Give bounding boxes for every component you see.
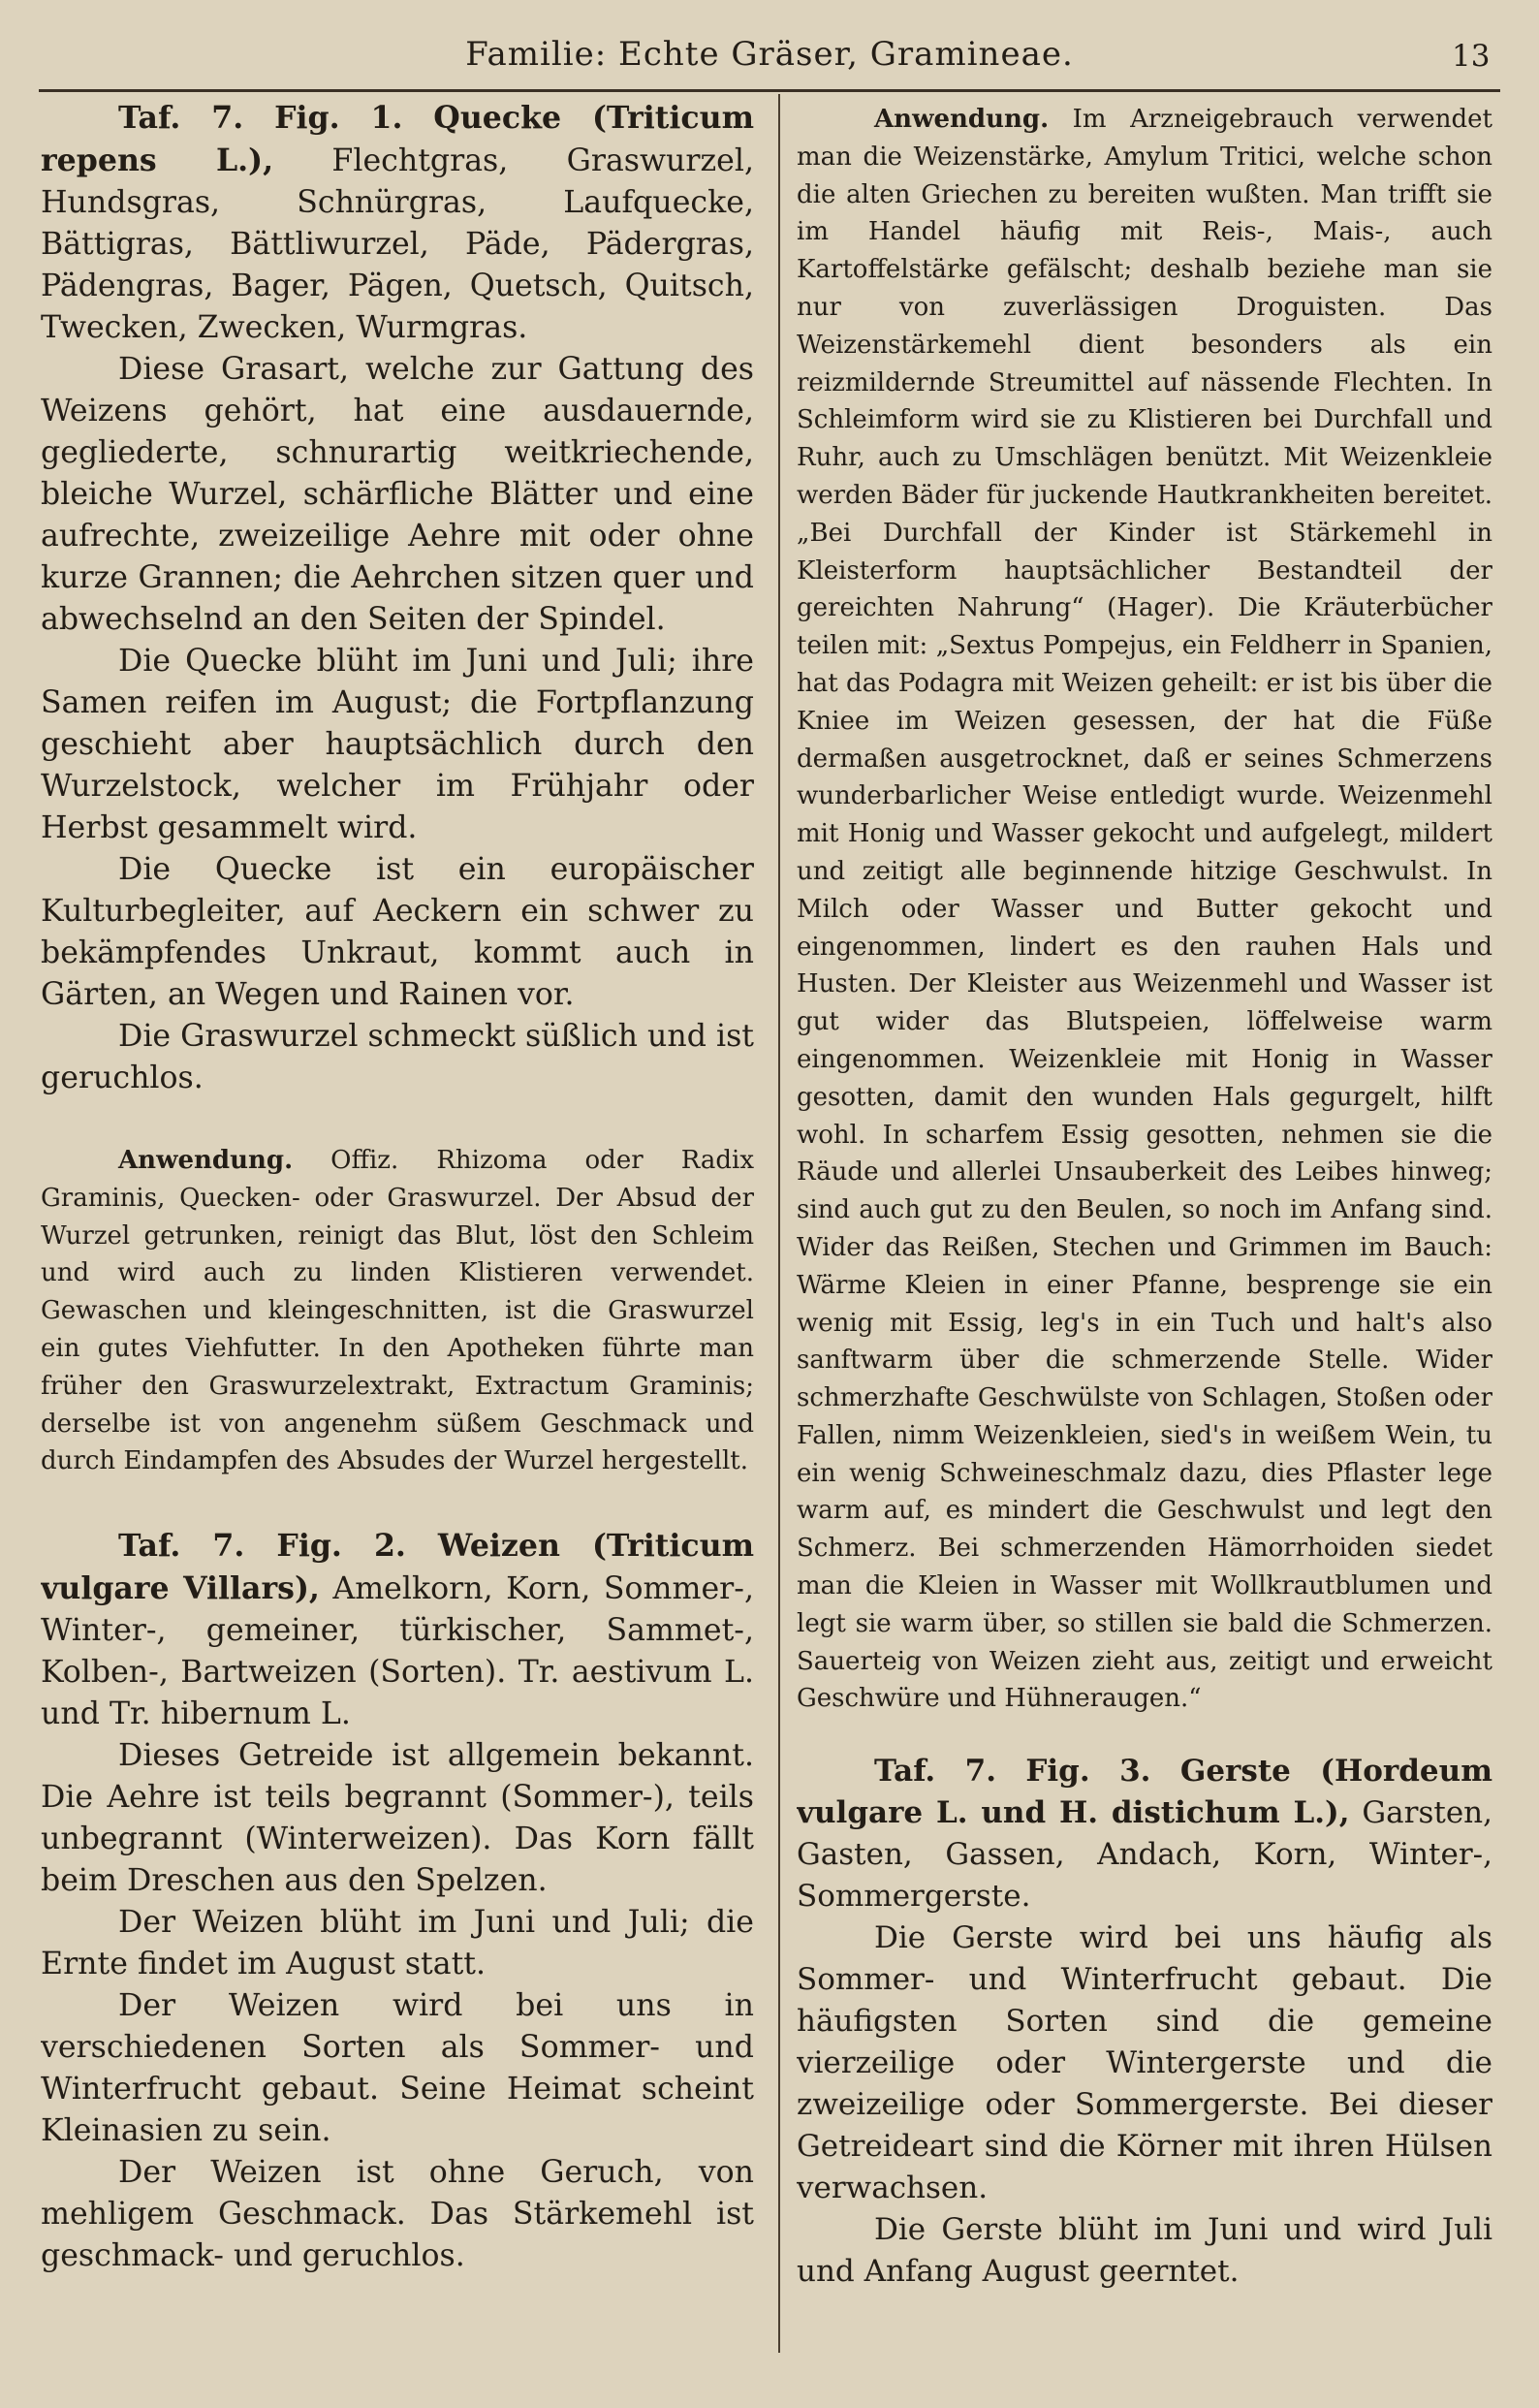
page-number: 13 <box>1452 39 1491 74</box>
fig3-common-names: Garsten, Gasten, Gassen, Andach, Korn, Winter-, Sommergerste. <box>797 1795 1492 1915</box>
fig1-paragraph-4: Die Graswurzel schmeckt süßlich und ist geruchlos. <box>41 1019 754 1095</box>
fig1-common-names: Flechtgras, Graswurzel, Hundsgras, Schnürgras, Laufquecke, Bättigras, Bättliwurzel, Päde, Pädergras, Pädengras, Bager, Pägen, Quetsch, Quitsch, Twecken, Zwecken, Wurmgras. <box>41 143 754 345</box>
fig3-paragraph-1: Die Gerste wird bei uns häufig als Sommer- und Winterfrucht gebaut. Die häufigsten Sorten sind die gemeine vierzeilige oder Wintergerste und die zweizeilige oder Sommergerste. Bei dieser Getreideart sind die Körner mit ihren Hülsen verwachsen. <box>797 1920 1492 2206</box>
column-divider <box>778 94 780 2353</box>
right-column <box>797 101 1492 2293</box>
fig2-paragraph-4: Der Weizen ist ohne Geruch, von mehligem Geschmack. Das Stärkemehl ist geschmack- und geruchlos. <box>41 2155 754 2274</box>
fig2-heading: Taf. 7. Fig. 2. Weizen (Triticum vulgare Villars), <box>41 1528 754 1607</box>
fig1-description <box>41 97 754 1099</box>
fig3-description <box>797 1751 1492 2293</box>
fig1-heading-paragraph <box>41 97 754 349</box>
fig2-paragraph-3: Der Weizen wird bei uns in verschiedenen Sorten als Sommer- und Winterfrucht gebaut. Seine Heimat scheint Kleinasien zu sein. <box>41 1988 754 2149</box>
fig3-heading: Taf. 7. Fig. 3. Gerste (Hordeum vulgare L. und H. distichum L.), <box>797 1754 1492 1831</box>
page-header-title: Familie: Echte Gräser, Gramineae. <box>465 35 1074 74</box>
header-rule <box>39 89 1500 92</box>
fig1-paragraph-1: Diese Grasart, welche zur Gattung des Weizens gehört, hat eine ausdauernde, gegliederte, schnurartig weitkriechende, bleiche Wurzel, schärfliche Blätter und eine aufrechte, zweizeilige Aehre mit oder ohne kurze Grannen; die Aehrchen sitzen quer und abwechselnd an den Seiten der Spindel. <box>41 352 754 637</box>
fig2-usage-text: Im Arzneigebrauch verwendet man die Weizenstärke, Amylum Tritici, welche schon die alten Griechen zu bereiten wußten. Man trifft sie im Handel häufig mit Reis-, Mais-, auch Kartoffelstärke gefälscht; deshalb beziehe man sie nur von zuverlässigen Droguisten. Das Weizenstärkemehl dient besonders als ein reizmildernde Streumittel auf nässende Flechten. In Schleimform wird sie zu Klistieren bei Durchfall und Ruhr, auch zu Umschlägen benützt. Mit Weizenkleie werden Bäder für juckende Hautkrankheiten bereitet. „Bei Durchfall der Kinder ist Stärkemehl in Kleisterform hauptsächlicher Bestandteil der gereichten Nahrung“ (Hager). Die Kräuterbücher teilen mit: „Sextus Pompejus, ein Feldherr in Spanien, hat das Podagra mit Weizen geheilt: er ist bis über die Kniee im Weizen gesessen, der hat die Füße dermaßen ausgetrocknet, daß er seines Schmerzens wunderbarlicher Weise entledigt wurde. Weizenmehl mit Honig und Wasser gekocht und aufgelegt, mildert und zeitigt alle beginnende hitzige Geschwulst. In Milch oder Wasser und Butter gekocht und eingenommen, lindert es den rauhen Hals und Husten. Der Kleister aus Weizenmehl und Wasser ist gut wider das Blutspeien, löffelweise warm eingenommen. Weizenkleie mit Honig in Wasser gesotten, damit den wunden Hals gegurgelt, hilft wohl. In scharfem Essig gesotten, nehmen sie die Räude und allerlei Unsauberkeit des Leibes hinweg; sind auch gut zu den Beulen, so noch im Anfang sind. Wider das Reißen, Stechen und Grimmen im Bauch: Wärme Kleien in einer Pfanne, besprenge sie ein wenig mit Essig, leg's in ein Tuch und halt's also sanftwarm über die schmerzende Stelle. Wider schmerzhafte Geschwülste von Schlagen, Stoßen oder Fallen, nimm Weizenkleien, sied's in weißem Wein, tu ein wenig Schweineschmalz dazu, dies Pflaster lege warm auf, es mindert die Geschwulst und legt den Schmerz. Bei schmerzenden Hämorrhoiden siedet man die Kleien in Wasser mit Wollkrautblumen und legt sie warm über, so stillen sie bald die Schmerzen. Sauerteig von Weizen zieht aus, zeitigt und erweicht Geschwüre und Hühneraugen.“ <box>797 105 1492 1714</box>
fig2-paragraph-2: Der Weizen blüht im Juni und Juli; die Ernte findet im August statt. <box>41 1905 754 1982</box>
fig1-usage-paragraph <box>41 1142 754 1480</box>
fig1-usage-label: Anwendung. <box>118 1146 294 1175</box>
fig1-paragraph-2: Die Quecke blüht im Juni und Juli; ihre Samen reifen im August; die Fortpflanzung geschieht aber hauptsächlich durch den Wurzelstock, welcher im Frühjahr oder Herbst gesammelt wird. <box>41 644 754 845</box>
fig1-heading: Taf. 7. Fig. 1. Quecke (Triticum repens L.), <box>41 100 754 178</box>
fig1-paragraph-3: Die Quecke ist ein europäischer Kulturbegleiter, auf Aeckern ein schwer zu bekämpfendes Unkraut, kommt auch in Gärten, an Wegen und Rainen vor. <box>41 852 754 1012</box>
fig3-heading-paragraph <box>797 1751 1492 1917</box>
spacer <box>41 1480 754 1525</box>
fig2-common-names: Amelkorn, Korn, Sommer-, Winter-, gemeiner, türkischer, Sammet-, Kolben-, Bartweizen (Sorten). Tr. aestivum L. und Tr. hibernum L. <box>41 1571 754 1732</box>
spacer <box>41 1099 754 1142</box>
fig2-description <box>41 1525 754 2277</box>
fig3-paragraph-2: Die Gerste blüht im Juni und wird Juli und Anfang August geerntet. <box>797 2212 1492 2290</box>
fig2-heading-paragraph <box>41 1525 754 1735</box>
fig2-paragraph-1: Dieses Getreide ist allgemein bekannt. Die Aehre ist teils begrannt (Sommer-), teils unbegrannt (Winterweizen). Das Korn fällt beim Dreschen aus den Spelzen. <box>41 1738 754 1899</box>
fig1-usage-text: Offiz. Rhizoma oder Radix Graminis, Quecken- oder Graswurzel. Der Absud der Wurzel getrunken, reinigt das Blut, löst den Schleim und wird auch zu linden Klistieren verwendet. Gewaschen und kleingeschnitten, ist die Graswurzel ein gutes Viehfutter. In den Apotheken führte man früher den Graswurzelextrakt, Extractum Graminis; derselbe ist von angenehm süßem Geschmack und durch Eindampfen des Absudes der Wurzel hergestellt. <box>41 1146 754 1476</box>
fig2-usage-label: Anwendung. <box>874 105 1050 134</box>
left-column <box>41 97 754 2277</box>
fig2-usage-paragraph <box>797 101 1492 1718</box>
